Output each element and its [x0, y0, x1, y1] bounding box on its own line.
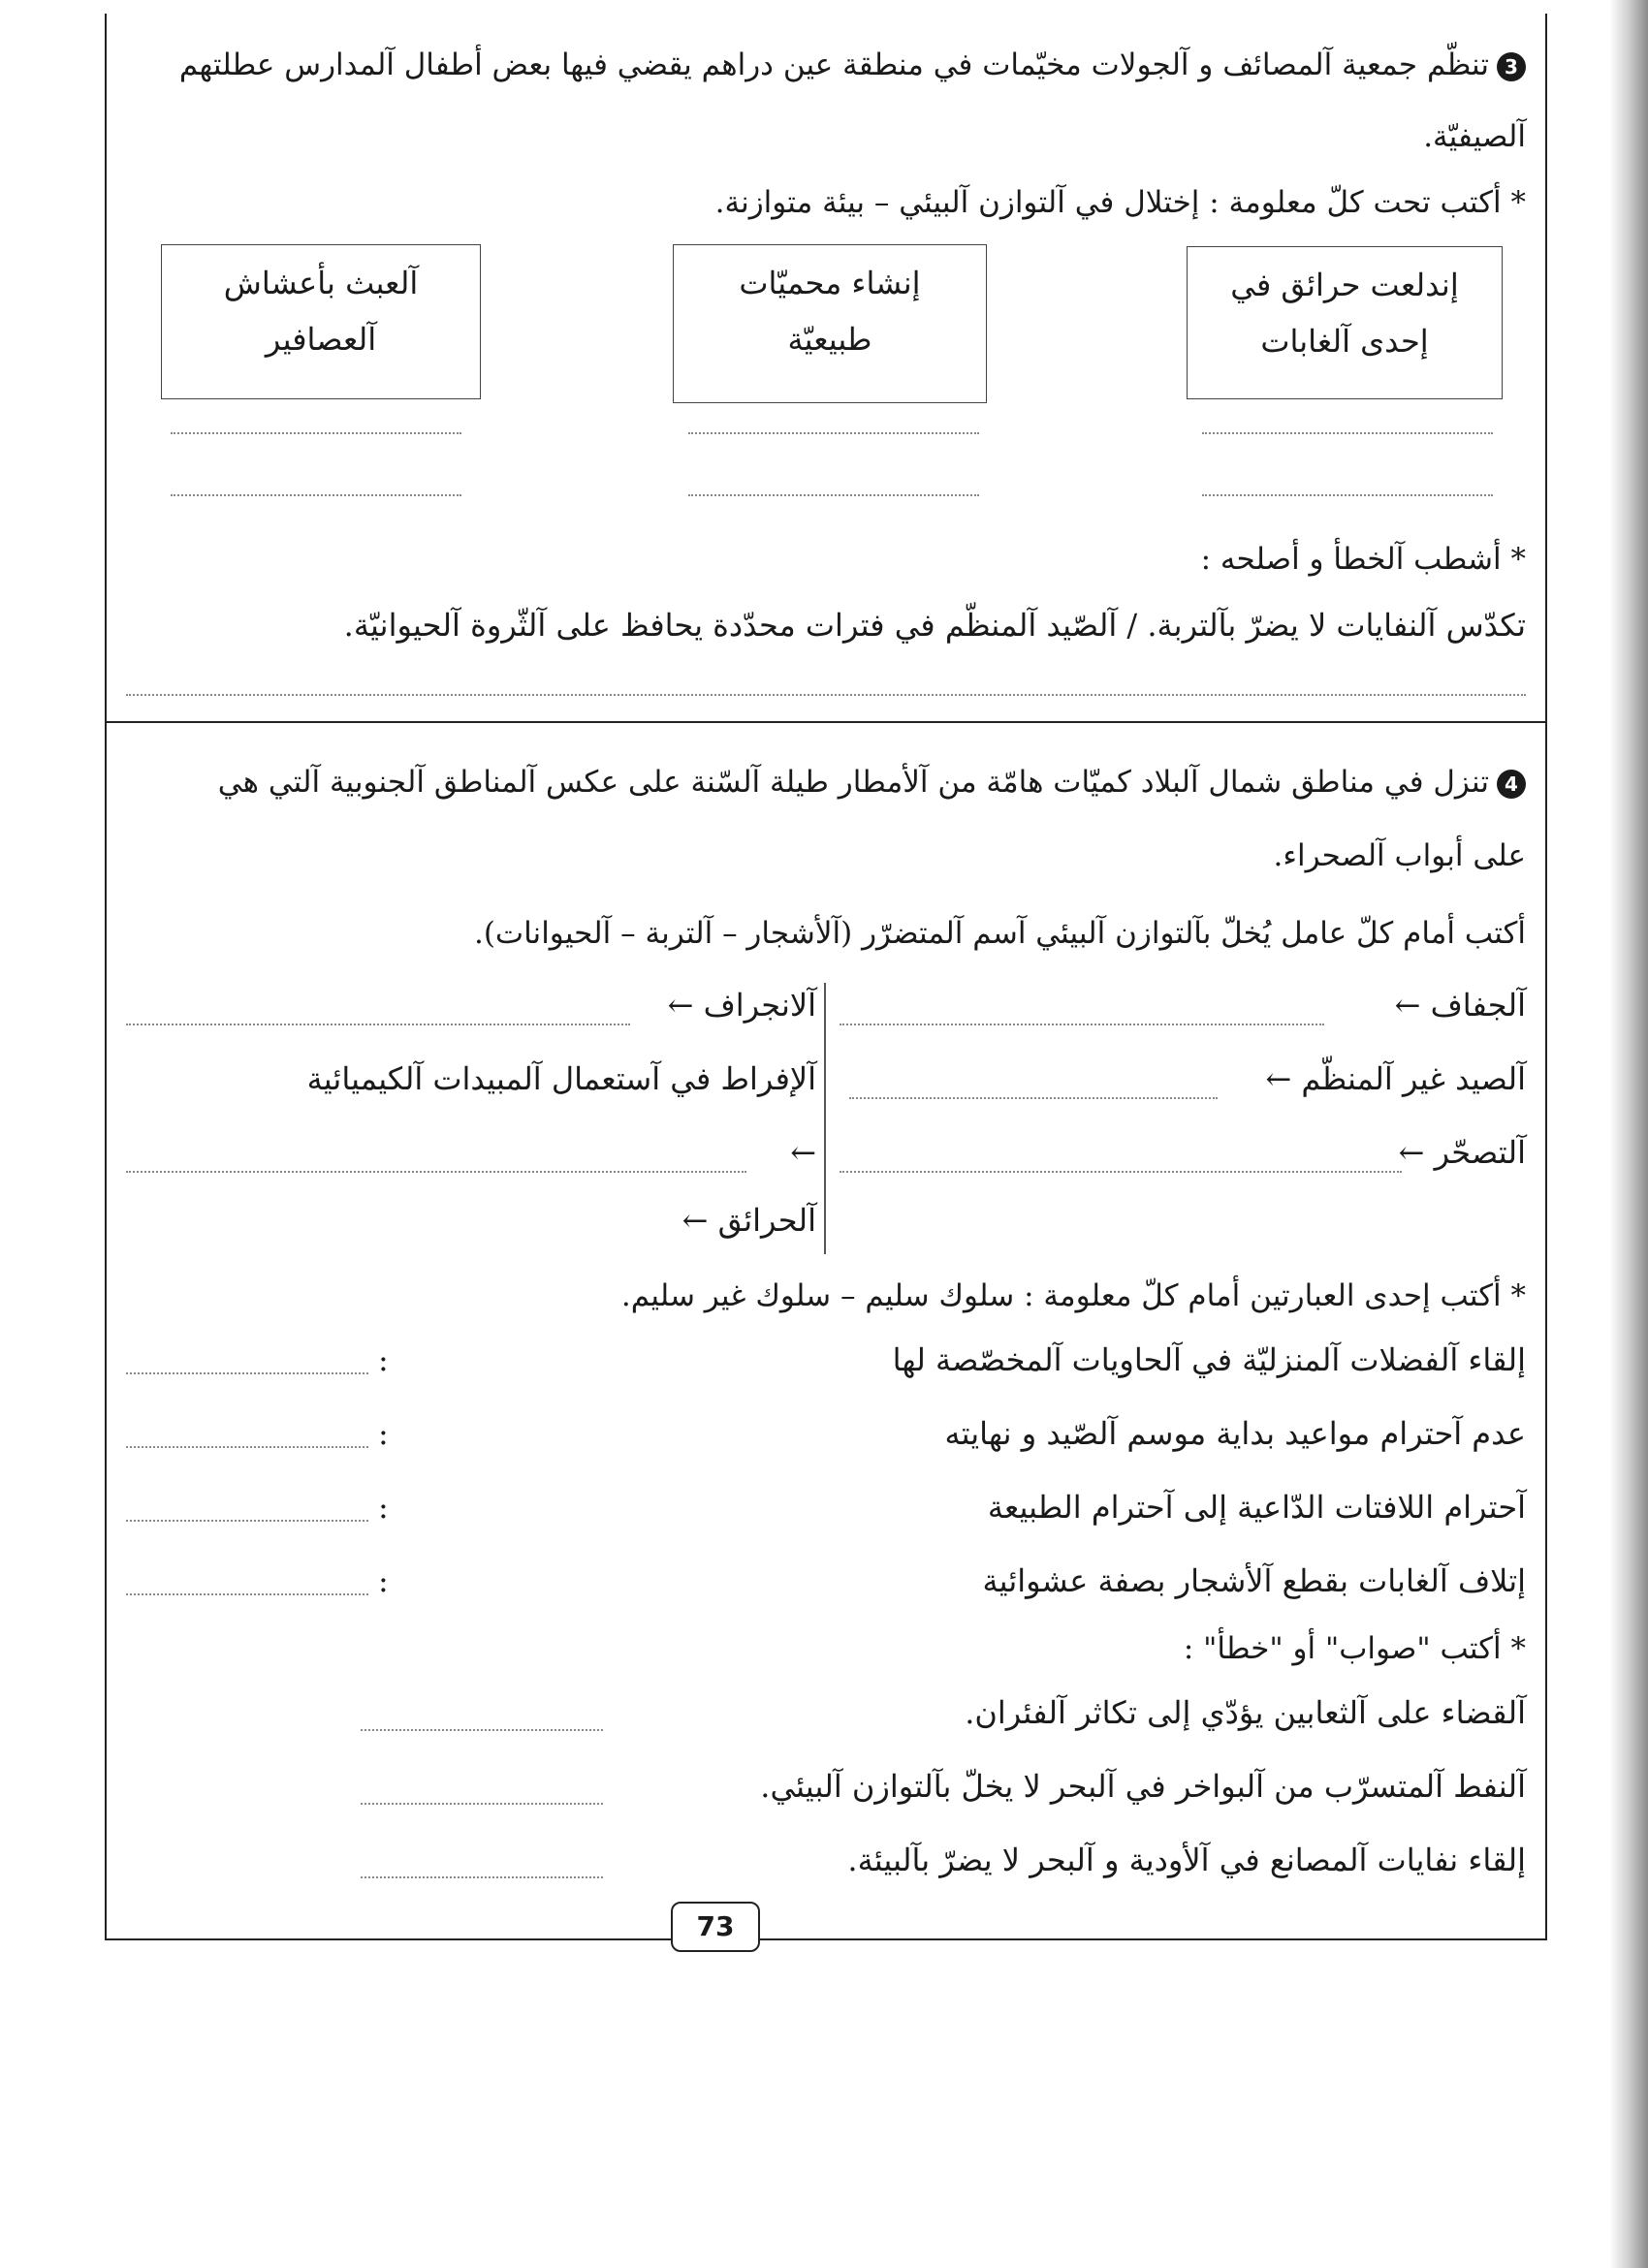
answer-line[interactable]: [126, 1593, 368, 1595]
box-line: إنشاء محميّات: [739, 265, 921, 301]
ex4-instruction2: * أكتب إحدى العبارتين أمام كلّ معلومة : سلوك سليم – سلوك غير سليم.: [620, 1278, 1526, 1313]
factor-blank-arrow: ←: [790, 1134, 816, 1171]
ex4-intro-line2: على أبواب آلصحراء.: [1273, 838, 1526, 873]
statement-item: إلقاء نفايات آلمصانع في آلأودية و آلبحر لا يضرّ بآلبيئة.: [847, 1842, 1526, 1878]
answer-line[interactable]: [126, 694, 1526, 696]
statement-item: آلنفط آلمتسرّب من آلبواخر في آلبحر لا يخلّ بآلتوازن آلبيئي.: [760, 1768, 1526, 1805]
box-line: إحدى آلغابات: [1260, 323, 1429, 360]
behavior-colon: :: [378, 1562, 389, 1599]
answer-line[interactable]: [1202, 432, 1493, 434]
ex3-box-reserves: [673, 244, 987, 403]
factor-erosion: آلانجراف ←: [667, 987, 816, 1024]
factor-pesticides: آلإفراط في آستعمال آلمبيدات آلكيميائية: [306, 1060, 816, 1097]
section-divider: [107, 721, 1545, 723]
box-line: إندلعت حرائق في: [1230, 267, 1459, 303]
answer-line[interactable]: [171, 432, 461, 434]
behavior-colon: :: [378, 1341, 389, 1378]
answer-line[interactable]: [361, 1729, 603, 1731]
answer-line[interactable]: [126, 1372, 368, 1374]
factor-drought: آلجفاف ←: [1394, 987, 1526, 1024]
answer-line[interactable]: [126, 1520, 368, 1522]
answer-line[interactable]: [688, 494, 979, 496]
behavior-item: آحترام اللافتات الدّاعية إلى آحترام الطبيعة: [987, 1489, 1526, 1526]
ex4-intro-line1: [126, 760, 1526, 804]
answer-line[interactable]: [126, 1024, 630, 1025]
answer-line[interactable]: [361, 1803, 603, 1805]
answer-line[interactable]: [688, 432, 979, 434]
ex4-number-badge: 4: [1497, 770, 1526, 799]
behavior-item: إلقاء آلفضلات آلمنزليّة في آلحاويات آلمخصّصة لها: [892, 1341, 1526, 1378]
behavior-item: عدم آحترام مواعيد بداية موسم آلصّيد و نهايته: [944, 1415, 1526, 1452]
box-line: طبيعيّة: [787, 321, 872, 358]
box-line: آلعبث بأعشاش: [223, 265, 419, 301]
ex4-instruction3: * أكتب "صواب" أو "خطأ" :: [1183, 1631, 1526, 1666]
ex3-box-nests: [161, 244, 481, 399]
page-shadow-edge: [1609, 0, 1648, 2268]
answer-line[interactable]: [849, 1097, 1218, 1099]
worksheet-frame: [105, 14, 1547, 1940]
ex3-intro-line2: آلصيفيّة.: [1423, 119, 1526, 154]
factor-desertification: آلتصحّر ←: [1398, 1134, 1526, 1171]
ex4-instruction1: أكتب أمام كلّ عامل يُخلّ بآلتوازن آلبيئي آسم آلمتضرّر (آلأشجار – آلتربة – آلحيوانات).: [473, 916, 1526, 951]
answer-line[interactable]: [126, 1171, 746, 1173]
ex3-intro-line1: [126, 43, 1526, 87]
answer-line[interactable]: [840, 1171, 1402, 1173]
ex3-intro-text: تنظّم جمعية آلمصائف و آلجولات مخيّمات في منطقة عين دراهم يقضي فيها بعض أطفال آلمدارس عطلتهم: [178, 47, 1489, 82]
factor-fires: آلحرائق ←: [681, 1202, 816, 1239]
ex3-number-badge: 3: [1497, 52, 1526, 81]
ex4-intro-text: تنزل في مناطق شمال آلبلاد كميّات هامّة من آلأمطار طيلة آلسّنة على عكس آلمناطق آلجنوبية آلتي هي: [217, 765, 1489, 800]
behavior-colon: :: [378, 1415, 389, 1452]
answer-line[interactable]: [361, 1876, 603, 1878]
ex3-box-fires: [1187, 246, 1503, 399]
ex3-instruction1: * أكتب تحت كلّ معلومة : إختلال في آلتوازن آلبيئي – بيئة متوازنة.: [714, 185, 1526, 220]
behavior-colon: :: [378, 1489, 389, 1526]
statement-item: آلقضاء على آلثعابين يؤدّي إلى تكاثر آلفئران.: [965, 1694, 1526, 1731]
box-line: آلعصافير: [265, 321, 377, 358]
answer-line[interactable]: [840, 1024, 1324, 1025]
factor-hunting: آلصيد غير آلمنظّم ←: [1265, 1060, 1526, 1097]
behavior-item: إتلاف آلغابات بقطع آلأشجار بصفة عشوائية: [982, 1562, 1526, 1599]
page-number-badge: 73: [671, 1902, 760, 1952]
answer-line[interactable]: [171, 494, 461, 496]
column-divider: [824, 983, 826, 1254]
ex3-instruction2: * أشطب آلخطأ و أصلحه :: [1200, 542, 1526, 577]
answer-line[interactable]: [1202, 494, 1493, 496]
answer-line[interactable]: [126, 1446, 368, 1448]
ex3-sentences: تكدّس آلنفايات لا يضرّ بآلتربة. / آلصّيد آلمنظّم في فترات محدّدة يحافظ على آلثّروة آلحيوانيّة.: [343, 607, 1526, 644]
